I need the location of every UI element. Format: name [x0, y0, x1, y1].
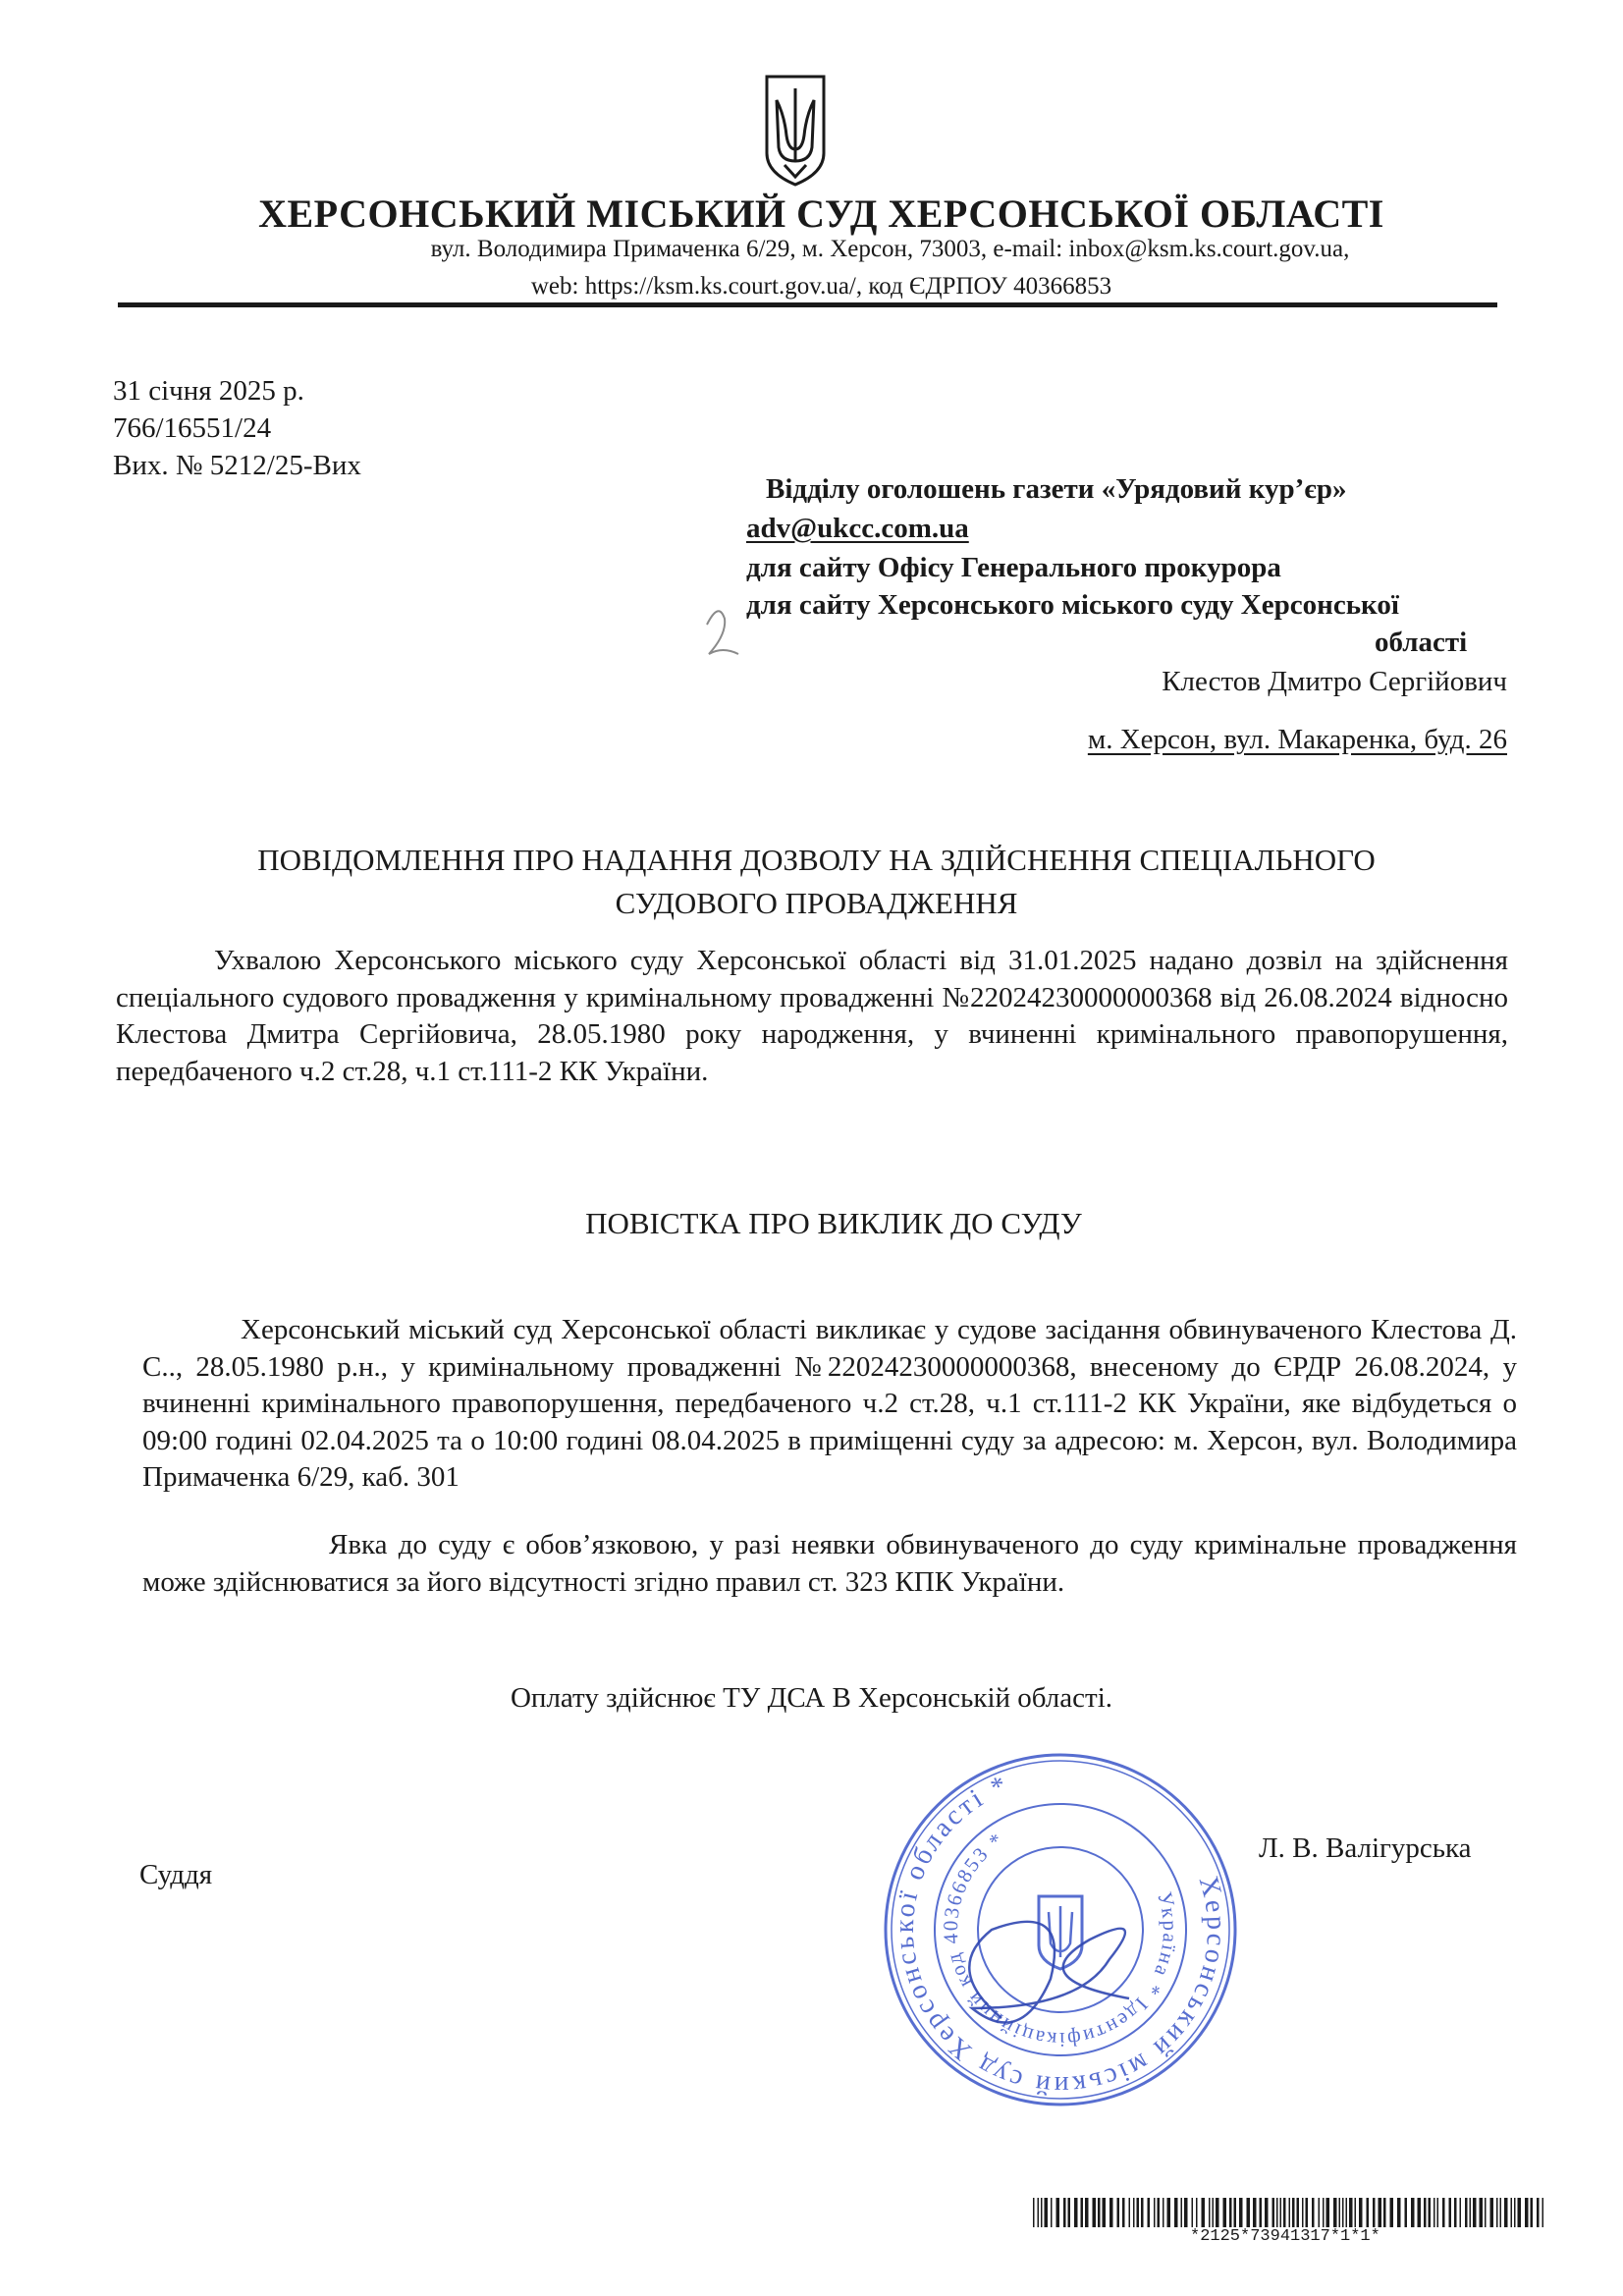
- barcode-bar: [1480, 2198, 1484, 2227]
- barcode-bar: [1239, 2198, 1243, 2227]
- barcode-bar: [1163, 2198, 1164, 2227]
- barcode-bar: [1223, 2198, 1227, 2227]
- barcode-bar: [1429, 2198, 1432, 2227]
- document-date: 31 січня 2025 р.: [113, 375, 304, 407]
- barcode-bar: [1442, 2198, 1445, 2227]
- barcode-bar: [1063, 2198, 1066, 2227]
- notice-title-line2: СУДОВОГО ПРОВАДЖЕННЯ: [615, 886, 1018, 920]
- barcode-bar: [1312, 2198, 1315, 2227]
- barcode-bar: [1437, 2198, 1439, 2227]
- barcode-bar: [1449, 2198, 1452, 2227]
- notice-title-line1: ПОВІДОМЛЕННЯ ПРО НАДАННЯ ДОЗВОЛУ НА ЗДІЙСНЕННЯ СПЕЦІАЛЬНОГО: [257, 843, 1376, 877]
- barcode-bar: [1158, 2198, 1161, 2227]
- barcode-bar: [1405, 2198, 1408, 2227]
- barcode-bar: [1184, 2198, 1188, 2227]
- barcode-bar: [1531, 2198, 1534, 2227]
- barcode-bar: [1289, 2198, 1291, 2227]
- judge-label: Суддя: [139, 1859, 213, 1890]
- barcode-bar: [1355, 2198, 1357, 2227]
- barcode-bar: [1297, 2198, 1300, 2227]
- barcode-bar: [1192, 2198, 1194, 2227]
- barcode-bar: [1434, 2198, 1435, 2227]
- recipient-court-site: для сайту Херсонського міського суду Херсонської: [746, 589, 1399, 621]
- barcode-bar: [1518, 2198, 1522, 2227]
- barcode-bar: [1033, 2198, 1035, 2227]
- barcode-bar: [1424, 2198, 1427, 2227]
- barcode-bar: [1525, 2198, 1529, 2227]
- barcode-bar: [1074, 2198, 1078, 2227]
- recipient-court-site-cont: області: [1375, 627, 1468, 658]
- barcode-bar: [1323, 2198, 1325, 2227]
- barcode-bar: [1496, 2198, 1498, 2227]
- barcode-bar: [1537, 2198, 1540, 2227]
- barcode-text: *2125*73941317*1*1*: [1190, 2227, 1380, 2246]
- barcode-bar: [1542, 2198, 1544, 2227]
- barcode-bar: [1272, 2198, 1275, 2227]
- barcode-bar: [1349, 2198, 1353, 2227]
- court-address-line1: вул. Володимира Примаченка 6/29, м. Херсон, 73003, e-mail: inbox@ksm.ks.court.gov.ua,: [430, 236, 1350, 262]
- recipient-prosecutor-site: для сайту Офісу Генерального прокурора: [746, 552, 1281, 583]
- barcode-bar: [1196, 2198, 1198, 2227]
- barcode-bar: [1302, 2198, 1304, 2227]
- barcode-bar: [1465, 2198, 1468, 2227]
- barcode-bar: [1339, 2198, 1341, 2227]
- barcode-bar: [1504, 2198, 1508, 2227]
- payment-note: Оплату здійснює ТУ ДСА В Херсонській області.: [510, 1682, 1113, 1714]
- barcode-bar: [1276, 2198, 1278, 2227]
- barcode-bar: [1283, 2198, 1286, 2227]
- barcode-bar: [1098, 2198, 1101, 2227]
- barcode-bar: [1342, 2198, 1344, 2227]
- barcode-bar: [1346, 2198, 1348, 2227]
- barcode-bar: [1359, 2198, 1363, 2227]
- svg-text:Україна * Ідентифікаційний код: Україна * Ідентифікаційний код 40366853 *: [938, 1827, 1183, 2052]
- barcode-bar: [1117, 2198, 1120, 2227]
- barcode-bar: [1514, 2198, 1516, 2227]
- barcode-bar: [1418, 2198, 1422, 2227]
- barcode-bar: [1045, 2198, 1049, 2227]
- barcode-bar: [1202, 2198, 1206, 2227]
- barcode-bar: [1379, 2198, 1382, 2227]
- barcode-bar: [1174, 2198, 1178, 2227]
- header-divider: [118, 302, 1497, 307]
- handwritten-mark-icon: [699, 595, 748, 664]
- barcode-bar: [1383, 2198, 1386, 2227]
- barcode-bar: [1209, 2198, 1211, 2227]
- barcode-bar: [1460, 2198, 1462, 2227]
- case-number: 766/16551/24: [113, 412, 272, 444]
- coat-of-arms-icon: [761, 71, 830, 189]
- recipient-address: м. Херсон, вул. Макаренка, буд. 26: [1087, 724, 1507, 755]
- barcode-bar: [1306, 2198, 1309, 2227]
- recipient-newspaper: Відділу оголошень газети «Урядовий кур’єр»: [766, 473, 1347, 505]
- barcode-bar: [1216, 2198, 1219, 2227]
- barcode-bar: [1129, 2198, 1131, 2227]
- barcode-bar: [1397, 2198, 1401, 2227]
- svg-text:Херсонський міський суд Херсон: Херсонський міський суд Херсонської області *: [889, 1769, 1232, 2102]
- barcode-bar: [1280, 2198, 1282, 2227]
- barcode-bar: [1490, 2198, 1494, 2227]
- barcode-bar: [1511, 2198, 1513, 2227]
- attendance-paragraph: Явка до суду є обов’язковою, у разі неявки обвинуваченого до суду кримінальне провадження може здійснюватися за його відсутності згідно правил ст. 323 КПК України.: [142, 1529, 1517, 1598]
- court-name: ХЕРСОНСЬКИЙ МІСЬКИЙ СУД ХЕРСОНСЬКОЇ ОБЛАСТІ: [258, 191, 1384, 236]
- barcode-bar: [1148, 2198, 1151, 2227]
- recipient-person: Клестов Дмитро Сергійович: [1162, 666, 1507, 697]
- barcode-bar: [1390, 2198, 1394, 2227]
- barcode-bar: [1500, 2198, 1502, 2227]
- barcode-bar: [1093, 2198, 1097, 2227]
- barcode-bar: [1411, 2198, 1415, 2227]
- barcode-bar: [1167, 2198, 1171, 2227]
- summons-paragraph: Херсонський міський суд Херсонської області викликає у судове засідання обвинуваченого Клестова Д. С.., 28.05.1980 р.н., у кримінальному провадженні №22024230000000368, внесеному до ЄРДР 26.08.2024, у вчиненні кримінального правопорушення, передбаченого ч.2 ст.28, ч.1 ст.111-2 КК України, яке відбудеться о 09:00 годині 02.04.2025 та о 10:00 годині 08.04.2025 в приміщенні суду за адресою: м. Херсон, вул. Володимира Примаченка 6/29, каб. 301: [142, 1314, 1517, 1493]
- barcode-bar: [1367, 2198, 1370, 2227]
- barcode-bar: [1234, 2198, 1237, 2227]
- barcode-bar: [1122, 2198, 1125, 2227]
- barcode-bar: [1154, 2198, 1156, 2227]
- notice-paragraph: Ухвалою Херсонського міського суду Херсонської області від 31.01.2025 надано дозвіл на здійснення спеціального судового провадження у кримінальному провадженні №22024230000000368 від 26.08.2024 відносно Клестова Дмитра Сергійовича, 28.05.1980 року народження, у вчиненні кримінального правопорушення, передбаченого ч.2 ст.28, ч.1 ст.111-2 КК України.: [116, 945, 1508, 1087]
- barcode-bar: [1041, 2198, 1043, 2227]
- recipient-email: adv@ukcc.com.ua: [746, 513, 969, 544]
- barcode-bar: [1470, 2198, 1472, 2227]
- barcode-bar: [1213, 2198, 1215, 2227]
- barcode-bar: [1265, 2198, 1269, 2227]
- barcode-bar: [1260, 2198, 1263, 2227]
- barcode-bar: [1103, 2198, 1107, 2227]
- barcode-bar: [1081, 2198, 1084, 2227]
- barcode-bar: [1247, 2198, 1251, 2227]
- barcode-bar: [1454, 2198, 1457, 2227]
- court-address-line2: web: https://ksm.ks.court.gov.ua/, код ЄДРПОУ 40366853: [530, 273, 1112, 300]
- outgoing-number: Вих. № 5212/25-Вих: [113, 450, 361, 481]
- judge-name: Л. В. Валігурська: [1259, 1832, 1472, 1864]
- barcode-bar: [1038, 2198, 1040, 2227]
- barcode-bar: [1137, 2198, 1140, 2227]
- court-seal-stamp: [854, 1723, 1267, 2136]
- barcode-bar: [1229, 2198, 1232, 2227]
- barcode-bar: [1141, 2198, 1144, 2227]
- barcode-bar: [1319, 2198, 1321, 2227]
- barcode-bar: [1326, 2198, 1330, 2227]
- barcode-bar: [1056, 2198, 1060, 2227]
- barcode-bar: [1473, 2198, 1477, 2227]
- barcode-bar: [1068, 2198, 1071, 2227]
- barcode: [1033, 2198, 1543, 2227]
- barcode-bar: [1109, 2198, 1113, 2227]
- barcode-bar: [1292, 2198, 1295, 2227]
- barcode-bar: [1051, 2198, 1053, 2227]
- barcode-bar: [1373, 2198, 1376, 2227]
- summons-title: ПОВІСТКА ПРО ВИКЛИК ДО СУДУ: [585, 1206, 1082, 1240]
- barcode-bar: [1133, 2198, 1135, 2227]
- barcode-bar: [1085, 2198, 1089, 2227]
- barcode-bar: [1253, 2198, 1257, 2227]
- barcode-bar: [1333, 2198, 1337, 2227]
- barcode-bar: [1485, 2198, 1487, 2227]
- barcode-bar: [1181, 2198, 1183, 2227]
